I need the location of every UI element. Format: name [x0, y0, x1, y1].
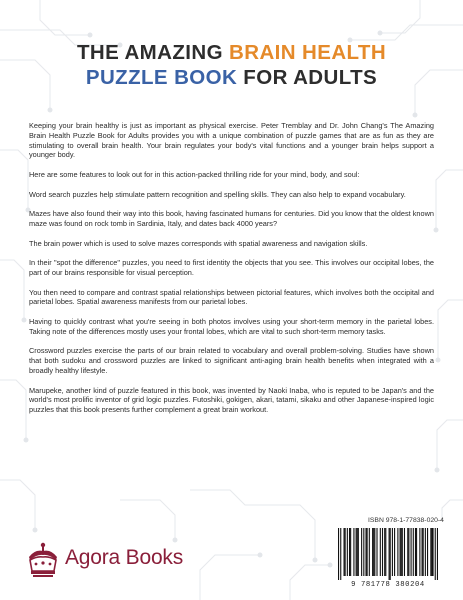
blurb-paragraph: The brain power which is used to solve mazes corresponds with spatial awareness and navigation skills. [29, 238, 368, 248]
barcode-bar [427, 528, 428, 576]
barcode-bar [338, 528, 339, 580]
barcode-bar [384, 528, 385, 576]
barcode-bar [431, 528, 432, 576]
barcode-bar [357, 528, 358, 576]
barcode-bar [382, 528, 383, 576]
barcode-bar [347, 528, 348, 576]
barcode-bar [419, 528, 420, 576]
blurb-paragraph: Here are some features to look out for in this action-packed thrilling ride for your mind, body, and soul: [29, 169, 360, 179]
barcode-bar [422, 528, 423, 576]
blurb-paragraph: Crossword puzzles exercise the parts of our brain related to vocabulary and overall problem-solving. Studies have shown that both sudoku and crossword puzzles are linked to significant anti-aging brain health benefits when integrated with a broadly healthy lifestyle. [29, 346, 434, 375]
blurb-paragraph: Marupeke, another kind of puzzle featured in this book, was invented by Naoki Inaba, who is reputed to be Japan's and the world's most prolific inventor of grid logic puzzles. Futoshiki, gokigen, akari, tatami, sikaku and other Japanese-inspired logic puzzles that this book presents further complement a great brain workout. [29, 385, 434, 415]
barcode-bar [358, 528, 359, 576]
title-line2-part1: PUZZLE BOOK [85, 66, 238, 89]
title-line-2 [0, 65, 463, 90]
barcode-bar [437, 528, 438, 580]
barcode-bar [340, 528, 341, 580]
title-line1-part2: BRAIN HEALTH [229, 41, 387, 64]
barcode-bar [380, 528, 381, 576]
blurb-paragraph: You then need to compare and contrast spatial relationships between pictorial features, which involves both the occipital and parietal lobes. Spatial awareness manifests from our parietal lobes. [29, 287, 434, 307]
barcode-bar [356, 528, 357, 576]
barcode-bar [407, 528, 408, 576]
barcode-bar [415, 528, 416, 576]
barcode-bar [385, 528, 386, 576]
barcode-bar [425, 528, 426, 576]
barcode-bar [363, 528, 364, 576]
barcode-bar [411, 528, 412, 576]
blurb-paragraph: Keeping your brain healthy is just as important as physical exercise. Peter Tremblay and Dr. John Chang's The Amazing Brain Health Puzzle Book for Adults provides you with a unique combination of puzzle games that are as fun as they are stimulating to overall brain health. Your brain regulates your body's vital functions and a younger brain helps support a younger body. [29, 121, 434, 160]
barcode-digits: 9 781778 380204 [351, 581, 425, 589]
barcode-bar [435, 528, 436, 580]
barcode-bar [350, 528, 351, 576]
barcode-bar [400, 528, 401, 576]
barcode-bars [338, 528, 438, 580]
barcode-bar [402, 528, 403, 576]
barcode-bar [408, 528, 409, 576]
barcode-bar [404, 528, 405, 576]
publisher-name: Agora Books [65, 546, 184, 569]
barcode-bar [423, 528, 424, 576]
title-line-1 [0, 40, 463, 65]
barcode-bar [373, 528, 374, 576]
barcode-bar [394, 528, 395, 576]
publisher-logo [25, 541, 185, 581]
barcode-bar [392, 528, 393, 576]
barcode-bar [401, 528, 402, 576]
barcode-bar [369, 528, 370, 576]
barcode-bar [430, 528, 431, 576]
barcode-bar [367, 528, 368, 576]
barcode-bar [390, 528, 391, 580]
barcode-bar [361, 528, 362, 576]
barcode-bar [343, 528, 344, 576]
blurb-paragraph: Word search puzzles help stimulate pattern recognition and spelling skills. They can also help to expand vocabulary. [29, 189, 406, 199]
barcode-bar [374, 528, 375, 576]
barcode-bar [397, 528, 398, 576]
crown-icon [25, 541, 61, 579]
barcode-bar [416, 528, 417, 576]
barcode-bar [389, 528, 390, 580]
title-line2-part2: FOR ADULTS [237, 66, 378, 89]
barcode-bar [345, 528, 346, 576]
barcode-bar [376, 528, 377, 576]
book-title [0, 40, 463, 90]
isbn-label: ISBN 978-1-77838-020-4 [368, 517, 444, 524]
barcode-bar [349, 528, 350, 576]
barcode-bar [433, 528, 434, 576]
blurb [29, 121, 434, 425]
barcode-bar [365, 528, 366, 576]
barcode [338, 528, 438, 591]
blurb-paragraph: Having to quickly contrast what you're seeing in both photos involves using your short-term memory in the parietal lobes. Taking note of the differences mostly uses your frontal lobes, which are vital to such short-term memory tasks. [29, 316, 434, 336]
barcode-bar [413, 528, 414, 576]
barcode-bar [372, 528, 373, 576]
title-line1-part1: THE AMAZING [76, 41, 230, 64]
blurb-paragraph: Mazes have also found their way into this book, having fascinated humans for centuries. Did you know that the oldest known maze was found on rock tomb in Sardinia, Italy, and dates back 4000 years? [29, 209, 434, 228]
blurb-paragraph: In their "spot the difference" puzzles, you need to first identity the objects that you see. This involves our occipital lobes, the part of our brains responsible for visual perception. [29, 258, 434, 277]
barcode-bar [353, 528, 354, 576]
